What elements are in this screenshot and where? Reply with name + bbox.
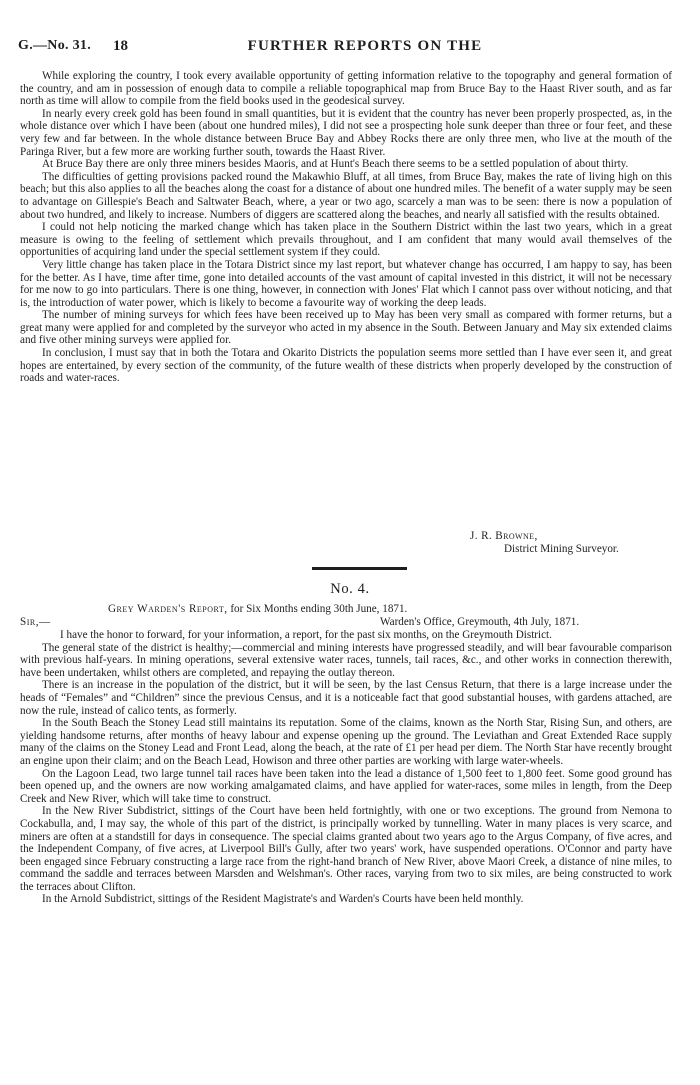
document-reference: G.—No. 31. bbox=[18, 38, 91, 53]
salutation: Sir,— bbox=[20, 615, 51, 628]
paragraph: The number of mining surveys for which fees have been received up to May has been very small as compared with former returns, but a great many were applied for and completed by the surveyor who acted in my absence in the South. Between January and May six extended claims and five other mining surveys were applied for. bbox=[20, 309, 672, 347]
page-number: 18 bbox=[113, 38, 128, 54]
running-title: FURTHER REPORTS ON THE bbox=[247, 38, 483, 54]
section-one-body bbox=[20, 70, 672, 385]
section-number: No. 4. bbox=[330, 581, 370, 597]
paragraph: I could not help noticing the marked change which has taken place in the Southern District within the last two years, which in a great measure is owing to the feeling of settlement which prevails throughout, and I am confident that many would avail themselves of the opportunities of acquiring land under the special settlement system if they could. bbox=[20, 221, 672, 259]
paragraph: At Bruce Bay there are only three miners besides Maoris, and at Hunt's Beach there seems to be a settled population of about thirty. bbox=[42, 158, 629, 171]
signature-block bbox=[470, 530, 619, 555]
paragraph: In conclusion, I must say that in both the Totara and Okarito Districts the population seems more settled than I have ever seen it, and great hopes are entertained, by every section of the community, of the future wealth of these districts when properly developed by the construction of roads and water-races. bbox=[20, 347, 672, 385]
report-title-line bbox=[20, 603, 672, 616]
paragraph: I have the honor to forward, for your information, a report, for the past six months, on the Greymouth District. bbox=[60, 629, 552, 641]
section-two-body bbox=[20, 629, 672, 906]
report-title: Grey Warden's Report, bbox=[108, 603, 228, 615]
paragraph: In nearly every creek gold has been found in small quantities, but it is evident that the country has never been properly prospected, as, in the whole distance over which I have been (about one hundred miles), I did not see a prospecting hole sunk deeper than three or four feet, and these very few and far between. In the whole distance between Bruce Bay and Abbey Rocks there are only three men, who live at the mouth of the Paringa River, but a few more are working further south, towards the Haast River. bbox=[20, 107, 672, 158]
paragraph: While exploring the country, I took every available opportunity of getting information relative to the topography and general formation of the country, and am in possession of enough data to compile a reliable topographical map from Bruce Bay to the Haast River south, and as far north as time will allow to compile from the field books used in the geodesical survey. bbox=[20, 70, 672, 108]
signature-title: District Mining Surveyor. bbox=[504, 542, 619, 555]
paragraph: In the Arnold Subdistrict, sittings of the Resident Magistrate's and Warden's Courts have been held monthly. bbox=[42, 893, 524, 906]
running-title-wrap bbox=[0, 38, 700, 55]
salutation-row bbox=[20, 616, 672, 629]
signature-name: J. R. Browne, bbox=[470, 530, 538, 542]
paragraph: Very little change has taken place in the Totara District since my last report, but whatever change has occurred, I am happy to say, has been for the better. As I have, time after time, gone into detailed accounts of the vast amount of capital invested in this district, it will not be necessary for me now to go into particulars. There is one thing, however, in connection with Jones' Flat which I cannot pass over without noticing, and that is, the introduction of water power, which is likely to become a favourite way of working the deep leads. bbox=[20, 258, 672, 309]
paragraph: On the Lagoon Lead, two large tunnel tail races have been taken into the lead a distance of 1,500 feet to 1,800 feet. Some good ground has been opened up, and the owners are now working amalgamated claims, and have applied for water-races, some miles in length, from the Deep Creek and New River, which will take time to construct. bbox=[20, 767, 672, 805]
paragraph: In the New River Subdistrict, sittings of the Court have been held fortnightly, with one or two exceptions. The ground from Nemona to Cockabulla, and, I may say, the whole of this part of the district, is principally worked by tunnelling. Water in many places is very scarce, and miners are often at a standstill for days in consequence. The special claims granted about two years ago to the Argus Company, of five acres, and the Independent Company, of five acres, at Liverpool Bill's Gully, after two years' work, have suspended operations. O'Connor and party have been engaged since February constructing a large race from the right-hand branch of New River, above Maori Creek, a distance of nine miles, to command the saddle and terraces between Marsden and Welshman's. Other races, varying from two to six miles, are being constructed to work the terraces about Clifton. bbox=[20, 805, 672, 893]
report-heading bbox=[20, 603, 672, 629]
office-dateline: Warden's Office, Greymouth, 4th July, 1871. bbox=[380, 615, 580, 628]
paragraph: There is an increase in the population of the district, but it will be seen, by the last Census Return, that there is a large increase under the heads of “Females” and “Children” since the previous Census, and it is a noticeable fact that good substantial houses, with gardens attached, are now the rule, instead of calico tents, as formerly. bbox=[20, 679, 672, 717]
report-subtitle: for Six Months ending 30th June, 1871. bbox=[230, 603, 408, 615]
paragraph: The general state of the district is healthy;—commercial and mining interests have progressed steadily, and will bear favourable comparison with previous half-years. In mining operations, several extensive water races, tunnels, tail races, &c., and other works in connection therewith, have been undertaken, whilst others are completed, and repaying the outlay thereon. bbox=[20, 641, 672, 679]
section-divider bbox=[312, 567, 407, 570]
paragraph: The difficulties of getting provisions packed round the Makawhio Bluff, at all times, from Bruce Bay, makes the rate of living high on this beach; but this also applies to all the beaches along the coast for a distance of about one hundred miles. The benefit of a water supply may be seen to advantage on Gillespie's Beach and Saltwater Beach, where, a year or two ago, scarcely a man was to be seen: there is now a population of about two hundred, and likely to increase. Numbers of diggers are scattered along the beaches, and nearly all satisfied with the results obtained. bbox=[20, 170, 672, 221]
paragraph: In the South Beach the Stoney Lead still maintains its reputation. Some of the claims, known as the North Star, Rising Sun, and others, are yielding handsome returns, after months of heavy labour and expense opening up the ground. The Leviathan and Great Extended Race supply many of the claims on the Stoney Lead and Front Lead, along the beach, at the rate of £1 per head per diem. The North Star have recently brought an engine upon their claim; and on the Beach Lead, Howison and three other parties are working with large water-wheels. bbox=[20, 717, 672, 767]
page-header bbox=[0, 38, 700, 58]
